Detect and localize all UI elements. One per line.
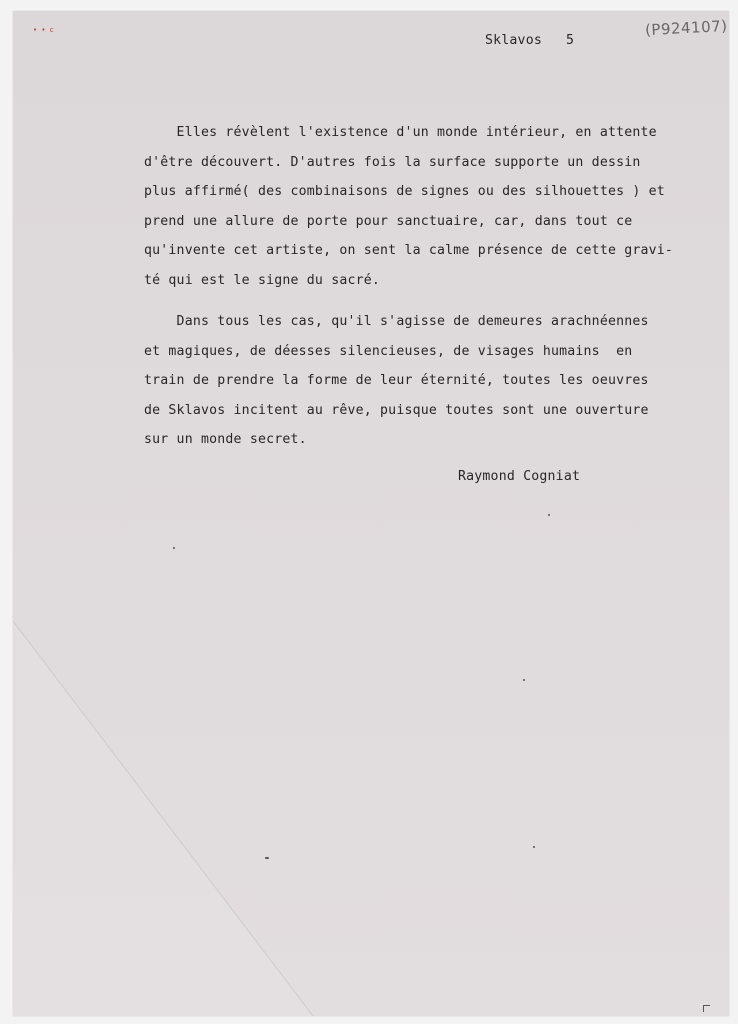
text-line: train de prendre la forme de leur éternité, toutes les oeuvres bbox=[144, 373, 649, 388]
paragraph-2 bbox=[144, 307, 714, 455]
page-number: 5 bbox=[565, 33, 575, 48]
ink-speck bbox=[173, 547, 175, 549]
text-line: té qui est le signe du sacré. bbox=[144, 272, 381, 288]
running-title: Sklavos bbox=[485, 33, 542, 48]
typewritten-page bbox=[13, 11, 729, 1016]
ink-speck bbox=[533, 846, 535, 848]
corner-crop-mark bbox=[703, 1005, 710, 1012]
ink-speck bbox=[548, 514, 550, 516]
running-header bbox=[485, 33, 574, 48]
body-text bbox=[144, 118, 714, 455]
text-line: et magiques, de déesses silencieuses, de visages humains en bbox=[144, 343, 633, 359]
ink-speck bbox=[265, 857, 269, 859]
paragraph-1 bbox=[144, 118, 714, 295]
text-line: prend une allure de porte pour sanctuaire, car, dans tout ce bbox=[144, 213, 633, 229]
text-line: qu'invente cet artiste, on sent la calme présence de cette gravi- bbox=[144, 243, 674, 258]
ink-speck bbox=[523, 679, 525, 681]
text-line: plus affirmé( des combinaisons de signes ou des silhouettes ) et bbox=[144, 184, 665, 199]
text-line: sur un monde secret. bbox=[144, 432, 307, 447]
author-signature: Raymond Cogniat bbox=[458, 469, 581, 484]
text-line: d'être découvert. D'autres fois la surface supporte un dessin bbox=[144, 154, 641, 170]
text-line: de Sklavos incitent au rêve, puisque toutes sont une ouverture bbox=[144, 402, 649, 418]
text-line: Elles révèlent l'existence d'un monde intérieur, en attente bbox=[144, 125, 657, 140]
archive-reference-handwritten: (P924107) bbox=[644, 16, 728, 40]
corner-ink-mark: • • c bbox=[33, 26, 55, 34]
text-line: Dans tous les cas, qu'il s'agisse de demeures arachnéennes bbox=[144, 314, 649, 329]
